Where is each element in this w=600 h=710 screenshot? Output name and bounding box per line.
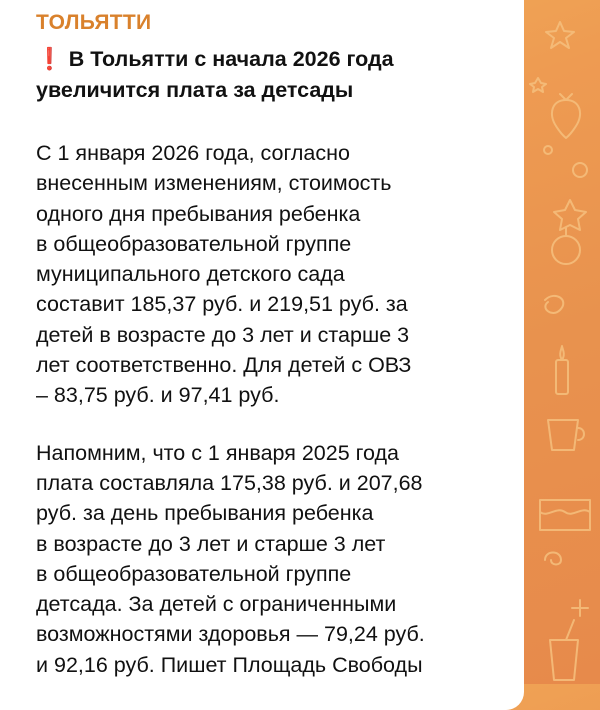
- star-doodle-2: [554, 200, 586, 230]
- swirl-doodle: [545, 553, 561, 565]
- message-paragraph-1: С 1 января 2026 года, согласно внесенным изменениям, стоимость одного дня пребывания ребенка в общеобразовательной группе муниципального детского сада составит 185,37 руб. и 219,51 руб. за детей в возрасте до 3 лет и старше 3 лет соответственно. Для детей с ОВЗ – 83,75 руб. и 97,41 руб.: [36, 141, 412, 408]
- drink-doodle: [550, 620, 578, 680]
- ring-doodle: [573, 163, 587, 177]
- ornament-doodle: [552, 236, 580, 264]
- dot-doodle: [544, 146, 552, 154]
- spiral-doodle: [545, 296, 563, 313]
- headline-text: В Тольятти с начала 2026 года увеличится плата за детсады: [36, 47, 394, 102]
- sparkle-doodle: [572, 600, 588, 616]
- small-star-doodle: [530, 78, 546, 92]
- exclamation-icon: ❗: [36, 47, 63, 71]
- cake-doodle: [540, 500, 590, 530]
- message-headline: [36, 44, 506, 106]
- channel-name[interactable]: ТОЛЬЯТТИ: [36, 11, 152, 34]
- star-doodle: [546, 22, 574, 48]
- strawberry-doodle: [552, 94, 580, 138]
- candle-doodle: [556, 360, 568, 394]
- cup-doodle: [548, 420, 578, 450]
- message-paragraph-2: Напомним, что с 1 января 2025 года плата составляла 175,38 руб. и 207,68 руб. за день пребывания ребенка в возрасте до 3 лет и старше 3 лет в общеобразовательной группе детсада. За детей с ограниченными возможностями здоровья — 79,24 руб. и 92,16 руб. Пишет Площадь Свободы: [36, 440, 425, 677]
